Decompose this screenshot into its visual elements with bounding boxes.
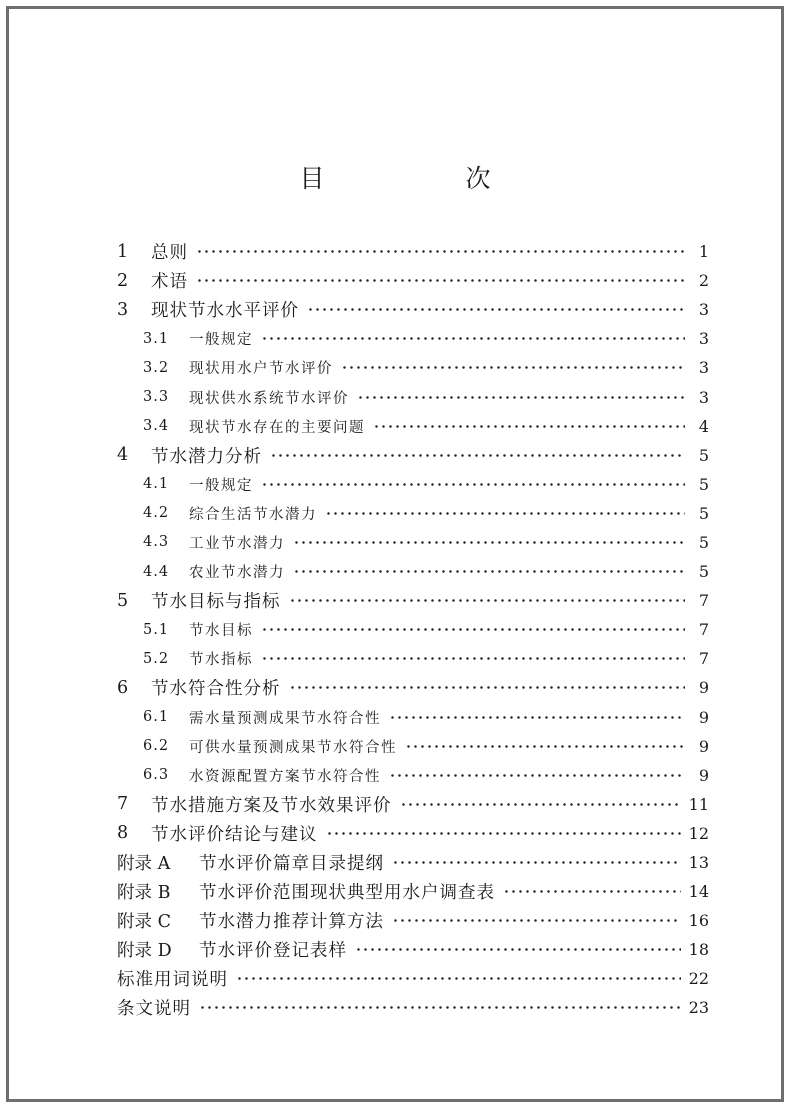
toc-leader-dots: [392, 919, 681, 922]
toc-leader-dots: [261, 657, 685, 660]
toc-entry-title: 可供水量预测成果节水符合性: [189, 739, 397, 756]
toc-entry-number: 4: [117, 445, 129, 466]
toc-entry[interactable]: [117, 935, 709, 964]
toc-leader-dots: [341, 366, 685, 369]
toc-entry-page: 2: [698, 271, 709, 291]
toc-entry-number: 6.3: [143, 767, 170, 784]
toc-entry-title: 一般规定: [189, 477, 253, 494]
toc-entry-title: 需水量预测成果节水符合性: [189, 710, 381, 727]
toc-leader-dots: [389, 716, 685, 719]
page-title: 目 次: [299, 164, 549, 193]
toc-entry-page: 3: [698, 300, 709, 320]
toc-entry-title: 农业节水潜力: [189, 565, 285, 582]
toc-entry-number: 5: [117, 590, 129, 611]
toc-leader-dots: [392, 861, 681, 864]
toc-entry-number: 6: [117, 677, 129, 698]
toc-entry-number: 4.2: [143, 505, 170, 522]
toc-leader-dots: [261, 337, 685, 340]
toc-entry-number: 8: [117, 823, 129, 844]
toc-entry-number: 3.4: [143, 418, 170, 435]
toc-entry[interactable]: [117, 470, 709, 499]
toc-entry-page: 3: [698, 329, 709, 349]
toc-entry-number: 3.1: [143, 330, 170, 347]
toc-entry-page: 5: [698, 532, 709, 552]
toc-entry[interactable]: [117, 993, 709, 1022]
toc-entry[interactable]: [117, 382, 709, 411]
toc-entry[interactable]: [117, 964, 709, 993]
toc-entry[interactable]: [117, 499, 709, 528]
toc-entry-number: 1: [117, 241, 129, 262]
toc-leader-dots: [289, 599, 686, 602]
toc-leader-dots: [196, 250, 685, 253]
toc-entry-page: 9: [698, 765, 709, 785]
toc-entry-title: 综合生活节水潜力: [189, 506, 317, 523]
toc-entry-number: 3: [117, 299, 129, 320]
toc-entry[interactable]: [117, 295, 709, 324]
toc-entry-page: 1: [698, 242, 709, 262]
toc-entry-title: 节水目标与指标: [151, 592, 281, 613]
toc-entry-page: 5: [698, 503, 709, 523]
toc-entry-number: 4.3: [143, 534, 170, 551]
toc-leader-dots: [261, 483, 685, 486]
toc-entry-title: 总则: [151, 243, 188, 264]
toc-entry-title: 工业节水潜力: [189, 535, 285, 552]
toc-entry[interactable]: [117, 324, 709, 353]
toc-entry-page: 11: [688, 794, 709, 814]
toc-entry-title: 节水潜力分析: [151, 446, 262, 467]
toc-entry-page: 3: [698, 387, 709, 407]
toc-leader-dots: [357, 396, 685, 399]
toc-entry[interactable]: [117, 237, 709, 266]
toc-entry-page: 16: [688, 911, 709, 931]
toc-entry[interactable]: [117, 586, 709, 615]
toc-leader-dots: [405, 745, 685, 748]
toc-leader-dots: [236, 977, 681, 980]
toc-entry[interactable]: [117, 790, 709, 819]
toc-entry[interactable]: [117, 761, 709, 790]
toc-entry-page: 7: [698, 591, 709, 611]
table-of-contents: [117, 237, 709, 1023]
toc-entry[interactable]: [117, 615, 709, 644]
toc-leader-dots: [293, 541, 685, 544]
toc-entry-page: 9: [698, 707, 709, 727]
toc-entry-number: 附录 B: [117, 883, 171, 904]
toc-entry-page: 7: [698, 649, 709, 669]
toc-entry-title: 节水潜力推荐计算方法: [199, 912, 384, 933]
toc-entry-page: 5: [698, 474, 709, 494]
toc-leader-dots: [325, 512, 685, 515]
toc-entry-title: 术语: [151, 272, 188, 293]
toc-entry-title: 节水评价登记表样: [199, 941, 347, 962]
toc-leader-dots: [196, 279, 685, 282]
toc-entry-title: 现状节水水平评价: [151, 301, 299, 322]
toc-entry-page: 5: [698, 445, 709, 465]
toc-entry[interactable]: [117, 557, 709, 586]
toc-entry-title: 条文说明: [117, 999, 191, 1020]
toc-entry-title: 节水评价结论与建议: [151, 824, 318, 845]
toc-entry-number: 3.2: [143, 359, 170, 376]
toc-entry-number: 4.1: [143, 476, 170, 493]
toc-leader-dots: [293, 570, 685, 573]
toc-entry[interactable]: [117, 732, 709, 761]
toc-entry-page: 9: [698, 678, 709, 698]
toc-entry[interactable]: [117, 877, 709, 906]
toc-entry[interactable]: [117, 644, 709, 673]
toc-entry-page: 13: [688, 853, 709, 873]
toc-leader-dots: [373, 425, 685, 428]
toc-entry-page: 23: [688, 998, 709, 1018]
toc-entry-number: 2: [117, 270, 129, 291]
toc-entry-title: 标准用词说明: [117, 970, 228, 991]
toc-entry-number: 4.4: [143, 563, 170, 580]
toc-entry-title: 一般规定: [189, 332, 253, 349]
document-page: [6, 6, 784, 1102]
toc-entry-page: 9: [698, 736, 709, 756]
toc-entry-number: 3.3: [143, 389, 170, 406]
toc-entry-title: 现状用水户节水评价: [189, 361, 333, 378]
toc-leader-dots: [355, 948, 681, 951]
toc-entry-title: 节水评价范围现状典型用水户调查表: [199, 883, 495, 904]
toc-entry-title: 节水目标: [189, 623, 253, 640]
toc-entry-number: 7: [117, 794, 129, 815]
toc-entry-title: 水资源配置方案节水符合性: [189, 768, 381, 785]
toc-leader-dots: [289, 686, 686, 689]
toc-entry-page: 18: [688, 940, 709, 960]
toc-entry-title: 现状节水存在的主要问题: [189, 419, 365, 436]
toc-entry-title: 节水符合性分析: [151, 679, 281, 700]
toc-entry-number: 附录 A: [117, 854, 171, 875]
toc-entry-page: 4: [698, 416, 709, 436]
toc-leader-dots: [326, 832, 681, 835]
toc-leader-dots: [270, 454, 685, 457]
toc-leader-dots: [503, 890, 681, 893]
toc-entry-number: 6.1: [143, 709, 170, 726]
toc-entry-page: 14: [688, 882, 709, 902]
toc-entry-number: 附录 D: [117, 941, 172, 962]
toc-entry[interactable]: [117, 819, 709, 848]
toc-entry-title: 现状供水系统节水评价: [189, 390, 349, 407]
toc-entry-title: 节水措施方案及节水效果评价: [151, 795, 392, 816]
toc-entry[interactable]: [117, 848, 709, 877]
toc-entry[interactable]: [117, 353, 709, 382]
toc-entry[interactable]: [117, 906, 709, 935]
toc-entry-number: 附录 C: [117, 912, 171, 933]
toc-entry[interactable]: [117, 673, 709, 702]
toc-leader-dots: [199, 1006, 681, 1009]
toc-entry-number: 5.1: [143, 621, 170, 638]
toc-entry[interactable]: [117, 266, 709, 295]
toc-entry[interactable]: [117, 528, 709, 557]
toc-entry-page: 12: [688, 823, 709, 843]
toc-entry-number: 6.2: [143, 738, 170, 755]
toc-leader-dots: [389, 774, 685, 777]
toc-entry[interactable]: [117, 703, 709, 732]
toc-entry[interactable]: [117, 412, 709, 441]
toc-entry-title: 节水评价篇章目录提纲: [199, 854, 384, 875]
toc-leader-dots: [307, 308, 685, 311]
toc-entry-title: 节水指标: [189, 652, 253, 669]
toc-entry-page: 22: [688, 969, 709, 989]
toc-leader-dots: [400, 803, 681, 806]
toc-entry-number: 5.2: [143, 650, 170, 667]
toc-entry-page: 5: [698, 562, 709, 582]
toc-entry-page: 7: [698, 620, 709, 640]
toc-entry-page: 3: [698, 358, 709, 378]
toc-leader-dots: [261, 628, 685, 631]
toc-entry[interactable]: [117, 441, 709, 470]
